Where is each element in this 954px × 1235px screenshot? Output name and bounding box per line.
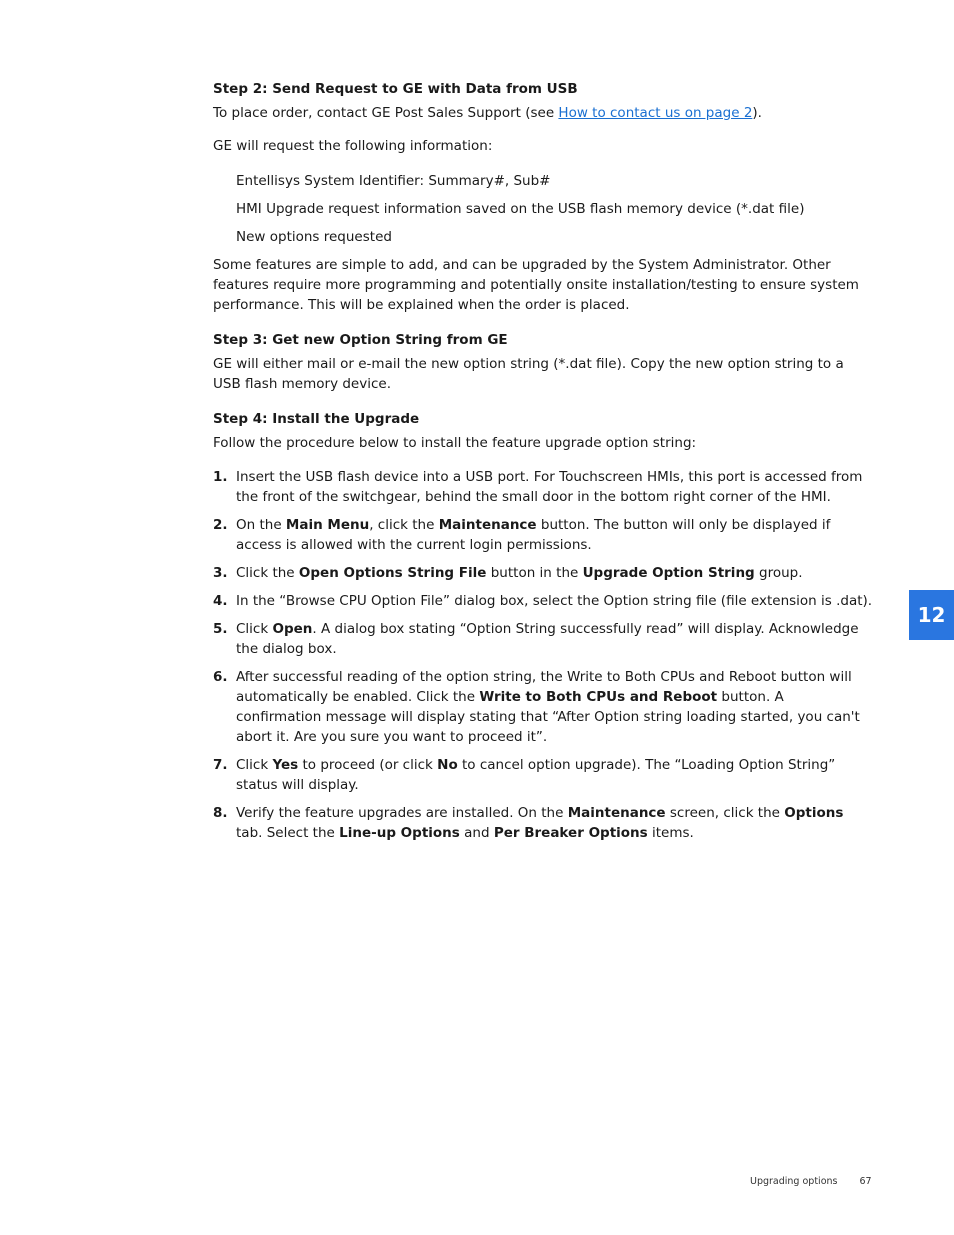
bold-term: Upgrade Option String	[582, 565, 755, 581]
step-text: button. A confirmation message will display stating that “After Option string loading started, you can't abort it. Are you sure you want to proceed it”.	[236, 689, 860, 745]
bold-term: Yes	[272, 757, 299, 773]
step-number: 3.	[213, 565, 228, 581]
step4-paragraph: Follow the procedure below to install the feature upgrade option string:	[213, 435, 697, 451]
chapter-tab[interactable]: 12	[909, 590, 954, 640]
step-text: , click the	[369, 517, 439, 533]
step-text: Click	[236, 757, 273, 773]
step2-request-paragraph: GE will request the following information:	[213, 138, 493, 154]
bold-term: Line-up Options	[339, 825, 460, 841]
contact-us-link[interactable]: How to contact us on page 2	[558, 105, 753, 121]
step-number: 5.	[213, 621, 228, 637]
bold-term: Open Options String File	[298, 565, 487, 581]
step-item	[213, 619, 873, 659]
bold-term: Maintenance	[438, 517, 537, 533]
bold-term: No	[437, 757, 458, 773]
step2-features-paragraph: Some features are simple to add, and can be upgraded by the System Administrator. Other features require more programming and potentially onsite installation/testing to ensure system performance. This will be explained when the order is placed.	[213, 257, 859, 313]
list-item: Entellisys System Identifier: Summary#, Sub#	[236, 173, 551, 189]
bold-term: Options	[784, 805, 844, 821]
step-text: button. The button will only be displayed if access is allowed with the current login permissions.	[236, 517, 831, 553]
step-item	[213, 563, 873, 583]
footer-section: Upgrading options	[750, 1176, 838, 1187]
step4-heading: Step 4: Install the Upgrade	[213, 411, 420, 427]
step-text: Click the	[236, 565, 299, 581]
text: To place order, contact GE Post Sales Support (see	[213, 105, 559, 121]
step-text: On the	[236, 517, 286, 533]
step-text: and	[459, 825, 494, 841]
step3-heading: Step 3: Get new Option String from GE	[213, 332, 508, 348]
install-steps-list	[213, 467, 873, 843]
step-text: After successful reading of the option string, the Write to Both CPUs and Reboot button will automatically be enabled. Click the	[236, 669, 852, 705]
info-list	[213, 171, 873, 247]
step-number: 8.	[213, 805, 228, 821]
step-item	[213, 591, 873, 611]
step-number: 7.	[213, 757, 228, 773]
step-item	[213, 515, 873, 555]
step-text: group.	[754, 565, 803, 581]
step-item	[213, 667, 873, 747]
step2-contact-paragraph	[213, 103, 873, 123]
page-footer	[750, 1176, 872, 1187]
step-text: button in the	[486, 565, 583, 581]
step-text: tab. Select the	[236, 825, 340, 841]
step3-paragraph: GE will either mail or e-mail the new option string (*.dat file). Copy the new option string to a USB flash memory device.	[213, 356, 844, 392]
text: ).	[752, 105, 762, 121]
step-text: Verify the feature upgrades are installed. On the	[236, 805, 568, 821]
step-item	[213, 467, 873, 507]
bold-term: Open	[272, 621, 313, 637]
step-number: 6.	[213, 669, 228, 685]
step-number: 4.	[213, 593, 228, 609]
bold-term: Maintenance	[567, 805, 666, 821]
bold-term: Write to Both CPUs and Reboot	[479, 689, 718, 705]
step-number: 2.	[213, 517, 228, 533]
step-text: Click	[236, 621, 273, 637]
step2-heading: Step 2: Send Request to GE with Data from USB	[213, 81, 578, 97]
step-text: In the “Browse CPU Option File” dialog box, select the Option string file (file extension is .dat).	[236, 593, 873, 609]
step-text: Insert the USB flash device into a USB port. For Touchscreen HMIs, this port is accessed from the front of the switchgear, behind the small door in the bottom right corner of the HMI.	[236, 469, 863, 505]
step-number: 1.	[213, 469, 228, 485]
step-item	[213, 803, 873, 843]
list-item: New options requested	[236, 229, 392, 245]
list-item: HMI Upgrade request information saved on the USB flash memory device (*.dat file)	[236, 201, 805, 217]
step-text: items.	[647, 825, 694, 841]
page-content	[213, 80, 873, 851]
step-text: to proceed (or click	[298, 757, 438, 773]
bold-term: Main Menu	[285, 517, 370, 533]
page-number: 67	[859, 1176, 872, 1187]
step-text: . A dialog box stating “Option String successfully read” will display. Acknowledge the dialog box.	[236, 621, 859, 657]
step-item	[213, 755, 873, 795]
step-text: to cancel option upgrade). The “Loading Option String” status will display.	[236, 757, 836, 793]
step-text: screen, click the	[665, 805, 785, 821]
bold-term: Per Breaker Options	[493, 825, 648, 841]
